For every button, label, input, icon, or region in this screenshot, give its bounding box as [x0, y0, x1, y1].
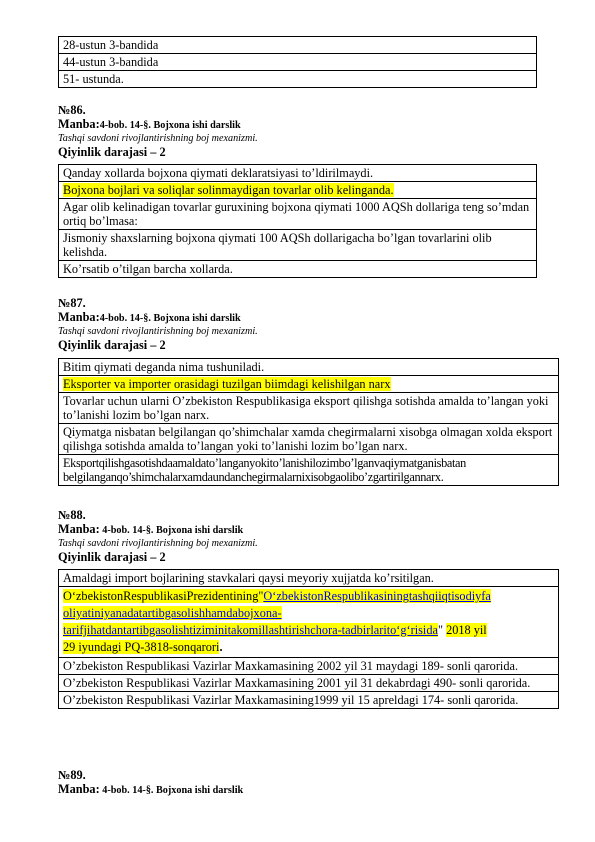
answer-cell [59, 182, 537, 199]
table-row [59, 692, 559, 709]
table-row [59, 376, 559, 393]
table-row [59, 675, 559, 692]
table-row [59, 37, 537, 54]
source-label: Manba: [58, 310, 100, 324]
option-cell: Qiymatga nisbatan belgilangan qo’shimchalar xamda chegirmalarni xisobga olmagan xolda eksport qilishga sotishda amalda to’langan yoki to’lanishi lozim bo’lgan narx. [59, 424, 559, 455]
difficulty-level: Qiyinlik darajasi – 2 [58, 145, 166, 159]
source-label: Manba: [58, 117, 100, 131]
topic-line: Tashqi savdoni rivojlantirishning boj mexanizmi. [58, 326, 258, 337]
table-row [59, 658, 559, 675]
difficulty-level: Qiyinlik darajasi – 2 [58, 550, 166, 564]
question-88-header [58, 508, 258, 564]
question-89-header [58, 768, 243, 798]
correct-answer: Bojxona bojlari va soliqlar solinmaydigan tovarlar olib kelinganda. [63, 183, 394, 197]
table-row [59, 455, 559, 486]
source-label: Manba: [58, 522, 100, 536]
source-line [58, 310, 258, 326]
source-text: 4-bob. 14-§. Bojxona ishi darslik [99, 525, 244, 536]
source-label: Manba: [58, 782, 100, 796]
option-cell: 28-ustun 3-bandida [59, 37, 537, 54]
decree-link[interactable]: O‘zbekistonRespublikasiningtashqiiqtisodiyfa [263, 589, 491, 603]
source-text: 4-bob. 14-§. Bojxona ishi darslik [99, 313, 241, 324]
table-row [59, 199, 537, 230]
question-number: №88. [58, 508, 86, 522]
option-cell: 51- ustunda. [59, 71, 537, 88]
question-number: №86. [58, 103, 86, 117]
source-line [58, 117, 258, 133]
table-row [59, 587, 559, 658]
question-number: №89. [58, 768, 86, 782]
option-cell: O’zbekiston Respublikasi Vazirlar Maxkamasining 2001 yil 31 dekabrdagi 490- sonli qarorida. [59, 675, 559, 692]
table-row [59, 393, 559, 424]
option-cell: Ko’rsatib o’tilgan barcha xollarda. [59, 261, 537, 278]
question-number: №87. [58, 296, 86, 310]
decree-link[interactable]: tarifjihatdantartibgasolishtiziminitakomillashtirishchora-tadbirlarito‘g‘risida [63, 623, 438, 637]
options-table-86 [58, 164, 537, 278]
option-cell: Tovarlar uchun ularni O’zbekiston Respublikasiga eksport qilishga sotishda amalda to’langan yoki to’lanishi lozim bo’lgan narx. [59, 393, 559, 424]
table-row [59, 182, 537, 199]
table-row [59, 359, 559, 376]
difficulty-level: Qiyinlik darajasi – 2 [58, 338, 166, 352]
question-cell: Bitim qiymati deganda nima tushuniladi. [59, 359, 559, 376]
table-row [59, 165, 537, 182]
source-line [58, 522, 258, 538]
question-86-header [58, 103, 258, 159]
option-cell: O’zbekiston Respublikasi Vazirlar Maxkamasining 2002 yil 31 maydagi 189- sonli qarorida. [59, 658, 559, 675]
answer-part: 2018 yil [446, 623, 487, 637]
answer-cell [59, 587, 559, 658]
source-text: 4-bob. 14-§. Bojxona ishi darslik [99, 120, 241, 131]
source-line [58, 782, 243, 798]
answer-part: . [219, 640, 223, 654]
answer-cell [59, 376, 559, 393]
question-87-header [58, 296, 258, 352]
question-cell: Qanday xollarda bojxona qiymati deklaratsiyasi to’ldirilmaydi. [59, 165, 537, 182]
decree-link[interactable]: oliyatiniyanadatartibgasolishhamdabojxona- [63, 606, 282, 620]
table-row [59, 424, 559, 455]
option-cell: Agar olib kelinadigan tovarlar guruxining bojxona qiymati 1000 AQSh dollariga teng so’mdan ortiq bo’lmasa: [59, 199, 537, 230]
table-row [59, 54, 537, 71]
table-row [59, 570, 559, 587]
topic-line: Tashqi savdoni rivojlantirishning boj mexanizmi. [58, 538, 258, 549]
topic-line: Tashqi savdoni rivojlantirishning boj mexanizmi. [58, 133, 258, 144]
question-cell: Amaldagi import bojlarining stavkalari qaysi meyoriy xujjatda ko’rsitilgan. [59, 570, 559, 587]
option-cell: 44-ustun 3-bandida [59, 54, 537, 71]
option-cell: Eksportqilishgasotishdaamaldato’langanyokito’lanishilozimbo’lganvaqiymatganisbatan belgilanganqo’shimchalarxamdaundanchegirmalarnixisobgaolibo’zgartirilgannarx. [59, 455, 559, 486]
table-row [59, 261, 537, 278]
option-cell: O’zbekiston Respublikasi Vazirlar Maxkamasining1999 yil 15 apreldagi 174- sonli qarorida. [59, 692, 559, 709]
option-cell: Jismoniy shaxslarning bojxona qiymati 100 AQSh dollarigacha bo’lgan tovarlarini olib kelishda. [59, 230, 537, 261]
options-table-85 [58, 36, 537, 88]
table-row [59, 71, 537, 88]
answer-part: " [437, 623, 447, 637]
answer-part: O‘zbekistonRespublikasiPrezidentining" [63, 589, 264, 603]
options-table-88 [58, 569, 559, 709]
source-text: 4-bob. 14-§. Bojxona ishi darslik [99, 785, 244, 796]
table-row [59, 230, 537, 261]
answer-part: 29 iyundagi PQ-3818-sonqarori [63, 640, 220, 654]
options-table-87 [58, 358, 559, 486]
correct-answer: Eksporter va importer orasidagi tuzilgan biimdagi kelishilgan narx [63, 377, 391, 391]
